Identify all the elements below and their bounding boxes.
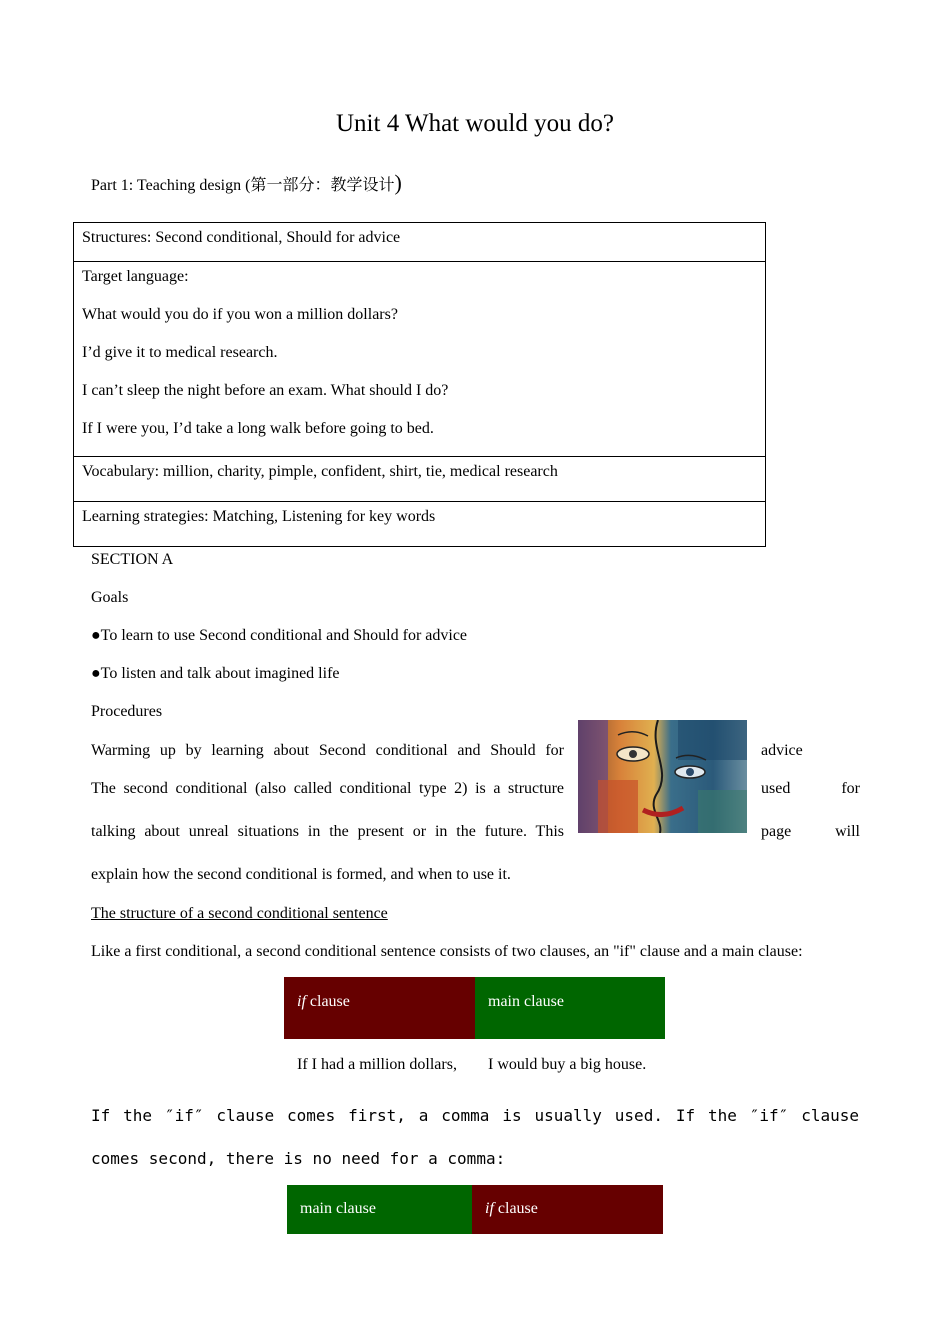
target-line: What would you do if you won a million dollars? <box>82 306 398 323</box>
structures-cell <box>74 223 766 262</box>
goal-text: To listen and talk about imagined life <box>100 665 340 682</box>
strategies-text: Learning strategies: Matching, Listening for key words <box>82 508 436 525</box>
if-word-2: if <box>485 1200 494 1217</box>
main-clause-box <box>475 977 665 1039</box>
target-language-label: Target language: <box>82 268 189 285</box>
vocabulary-cell <box>74 457 766 502</box>
if-clause-label-2: clause <box>493 1200 538 1217</box>
structure-heading: The structure of a second conditional sentence <box>91 905 388 922</box>
part-heading-text: Part 1: Teaching design (第一部分：教学设计 <box>91 177 395 194</box>
warming-line-2-right: used for <box>761 780 860 797</box>
example-main-clause: I would buy a big house. <box>488 1056 647 1073</box>
warming-line-4: explain how the second conditional is formed, and when to use it. <box>91 866 511 883</box>
warming-line-1-right: advice <box>761 742 803 759</box>
main-clause-label-2: main clause <box>300 1200 376 1217</box>
vocabulary-text: Vocabulary: million, charity, pimple, confident, shirt, tie, medical research <box>82 463 558 480</box>
goal-text: To learn to use Second conditional and Should for advice <box>100 627 468 644</box>
bullet-icon: ● <box>91 665 101 682</box>
page-title: Unit 4 What would you do? <box>336 110 614 137</box>
abstract-face-painting <box>578 720 747 833</box>
target-line: I can’t sleep the night before an exam. What should I do? <box>82 382 449 399</box>
warming-line-3-right: page will <box>761 823 860 840</box>
target-line: If I were you, I’d take a long walk before going to bed. <box>82 420 434 437</box>
teaching-design-table <box>73 222 766 547</box>
face-painting-image <box>578 720 747 833</box>
main-clause-box-2 <box>287 1185 472 1234</box>
target-language-cell <box>74 262 766 457</box>
if-clause-box-2 <box>472 1185 663 1234</box>
if-word: if <box>297 993 306 1010</box>
goals-label: Goals <box>91 589 129 606</box>
comma-note-line-1: If the ″if″ clause comes first, a comma is usually used. If the ″if″ clause <box>91 1106 859 1125</box>
bullet-icon: ● <box>91 627 101 644</box>
section-heading: SECTION A <box>91 551 174 568</box>
goal-item <box>91 665 340 683</box>
part-heading <box>91 170 402 196</box>
warming-line-1: Warming up by learning about Second conditional and Should for <box>91 742 564 759</box>
strategies-cell <box>74 502 766 547</box>
if-clause-label: clause <box>305 993 350 1010</box>
if-clause-box <box>284 977 475 1039</box>
example-if-clause: If I had a million dollars, <box>297 1056 457 1073</box>
warming-line-3: talking about unreal situations in the present or in the future. This <box>91 823 564 840</box>
structure-intro: Like a first conditional, a second conditional sentence consists of two clauses, an "if" clause and a main clause: <box>91 943 803 960</box>
procedures-label: Procedures <box>91 703 163 720</box>
structures-text: Structures: Second conditional, Should for advice <box>82 229 401 246</box>
goal-item <box>91 627 467 645</box>
comma-note-line-2: comes second, there is no need for a comma: <box>91 1149 506 1168</box>
main-clause-label: main clause <box>488 993 564 1010</box>
target-line: I’d give it to medical research. <box>82 344 278 361</box>
warming-line-2: The second conditional (also called conditional type 2) is a structure <box>91 780 564 797</box>
part-heading-paren: ) <box>394 170 402 195</box>
